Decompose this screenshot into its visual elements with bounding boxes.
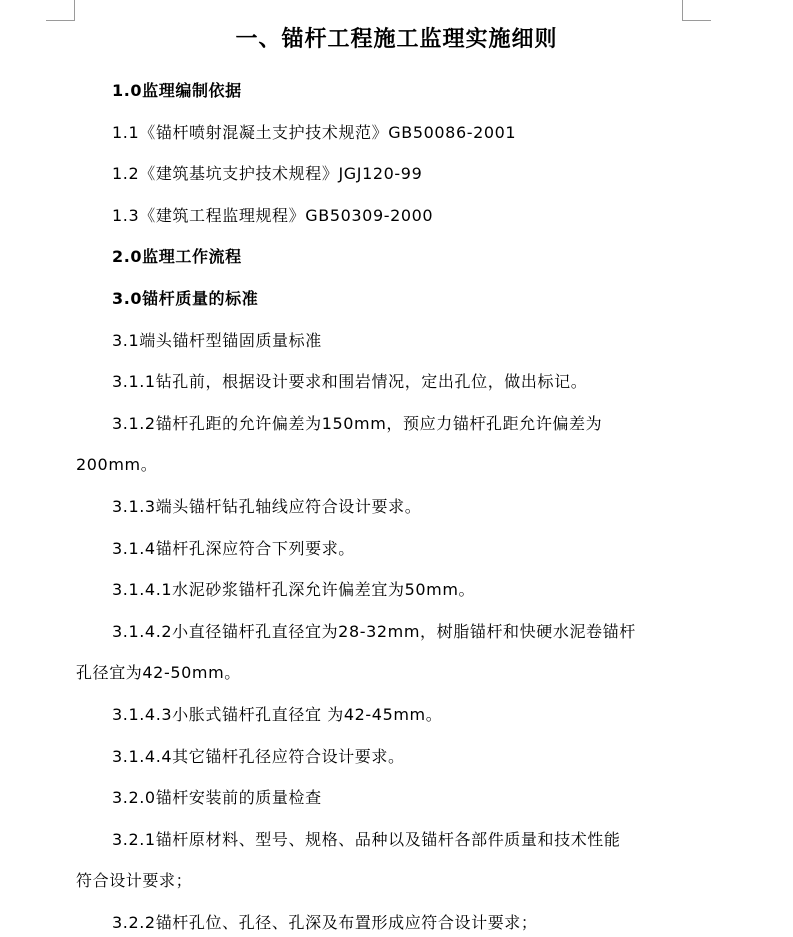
paragraph-line: 1.1《锚杆喷射混凝土支护技术规范》GB50086-2001	[112, 123, 517, 142]
section-heading: 1.0监理编制依据	[112, 81, 242, 100]
paragraph-line: 3.1.4锚杆孔深应符合下列要求。	[112, 539, 355, 558]
paragraph-line: 3.1端头锚杆型锚固质量标准	[112, 331, 322, 350]
paragraph-line: 3.1.2锚杆孔距的允许偏差为150mm，预应力锚杆孔距允许偏差为	[112, 414, 603, 433]
paragraph-continuation: 符合设计要求；	[76, 871, 193, 890]
section-heading: 2.0监理工作流程	[112, 247, 242, 266]
paragraph-line: 1.2《建筑基坑支护技术规程》JGJ120-99	[112, 164, 423, 183]
page-title: 一、锚杆工程施工监理实施细则	[235, 27, 558, 52]
paragraph-line: 3.1.1钻孔前，根据设计要求和围岩情况，定出孔位，做出标记。	[112, 372, 588, 391]
section-heading: 3.0锚杆质量的标准	[112, 289, 259, 308]
crop-mark-top-right	[682, 0, 711, 21]
paragraph-line: 3.1.4.2小直径锚杆孔直径宜为28-32mm，树脂锚杆和快硬水泥卷锚杆	[112, 622, 636, 641]
paragraph-line: 3.1.4.3小胀式锚杆孔直径宜 为42-45mm。	[112, 705, 443, 724]
paragraph-line: 3.2.0锚杆安装前的质量检查	[112, 788, 322, 807]
paragraph-line: 3.1.4.1水泥砂浆锚杆孔深允许偏差宜为50mm。	[112, 580, 476, 599]
paragraph-line: 3.1.4.4其它锚杆孔径应符合设计要求。	[112, 747, 405, 766]
paragraph-line: 3.1.3端头锚杆钻孔轴线应符合设计要求。	[112, 497, 422, 516]
crop-mark-top-left	[46, 0, 75, 21]
paragraph-line: 1.3《建筑工程监理规程》GB50309-2000	[112, 206, 434, 225]
paragraph-line: 3.2.2锚杆孔位、孔径、孔深及布置形成应符合设计要求；	[112, 913, 538, 932]
paragraph-continuation: 200mm。	[76, 455, 158, 474]
paragraph-continuation: 孔径宜为42-50mm。	[76, 663, 241, 682]
paragraph-line: 3.2.1锚杆原材料、型号、规格、品种以及锚杆各部件质量和技术性能	[112, 830, 621, 849]
